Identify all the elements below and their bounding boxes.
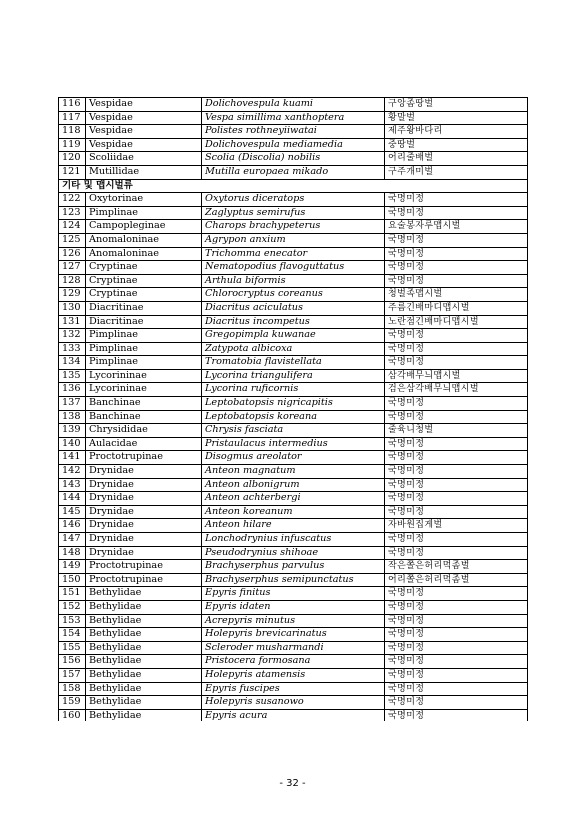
- korean-name: 삼각배무늬맵시벌: [385, 369, 528, 383]
- row-number: 145: [59, 505, 86, 519]
- korean-name: 제주왕바다리: [385, 125, 528, 139]
- table-row: [59, 369, 528, 383]
- korean-name: 국명미정: [385, 587, 528, 601]
- table-row: [59, 152, 528, 166]
- scientific-name: Leptobatopsis koreana: [202, 410, 385, 424]
- row-number: 137: [59, 397, 86, 411]
- scientific-name: Brachyserphus parvulus: [202, 560, 385, 574]
- family-name: Banchinae: [86, 397, 202, 411]
- table-row: [59, 600, 528, 614]
- row-number: 116: [59, 98, 86, 112]
- row-number: 122: [59, 193, 86, 207]
- scientific-name: Chrysis fasciata: [202, 424, 385, 438]
- korean-name: 국명미정: [385, 628, 528, 642]
- table-row: [59, 614, 528, 628]
- table-row: [59, 560, 528, 574]
- scientific-name: Holepyris brevicarinatus: [202, 628, 385, 642]
- table-row: [59, 397, 528, 411]
- family-name: Proctotrupinae: [86, 451, 202, 465]
- korean-name: 구앙좀땅벌: [385, 98, 528, 112]
- korean-name: 어리줄배벌: [385, 152, 528, 166]
- korean-name: 국명미정: [385, 274, 528, 288]
- scientific-name: Epyris idaten: [202, 600, 385, 614]
- table-row: [59, 410, 528, 424]
- row-number: 140: [59, 437, 86, 451]
- row-number: 136: [59, 383, 86, 397]
- korean-name: 중땅벌: [385, 138, 528, 152]
- scientific-name: Scolia (Discolia) nobilis: [202, 152, 385, 166]
- korean-name: 국명미정: [385, 641, 528, 655]
- korean-name: 노란점긴배마디맵시벌: [385, 315, 528, 329]
- korean-name: 국명미정: [385, 410, 528, 424]
- korean-name: 주름긴배마디맵시벌: [385, 301, 528, 315]
- row-number: 142: [59, 465, 86, 479]
- korean-name: 국명미정: [385, 505, 528, 519]
- table-row: [59, 383, 528, 397]
- family-name: Diacritinae: [86, 301, 202, 315]
- scientific-name: Brachyserphus semipunctatus: [202, 573, 385, 587]
- table-row: [59, 125, 528, 139]
- table-row: [59, 696, 528, 710]
- korean-name: 국명미정: [385, 397, 528, 411]
- table-row: [59, 247, 528, 261]
- korean-name: 청벌족맵시벌: [385, 288, 528, 302]
- scientific-name: Epyris finitus: [202, 587, 385, 601]
- family-name: Bethylidae: [86, 628, 202, 642]
- scientific-name: Trichomma enecator: [202, 247, 385, 261]
- row-number: 149: [59, 560, 86, 574]
- family-name: Bethylidae: [86, 655, 202, 669]
- scientific-name: Scleroder musharmandi: [202, 641, 385, 655]
- row-number: 159: [59, 696, 86, 710]
- family-name: Bethylidae: [86, 641, 202, 655]
- table-row: [59, 261, 528, 275]
- row-number: 120: [59, 152, 86, 166]
- table-row: [59, 138, 528, 152]
- korean-name: 어리쫄은허리먹좀벌: [385, 573, 528, 587]
- family-name: Anomaloninae: [86, 233, 202, 247]
- family-name: Diacritinae: [86, 315, 202, 329]
- korean-name: 줄육니청벌: [385, 424, 528, 438]
- species-table-container: [58, 97, 528, 721]
- table-row: [59, 274, 528, 288]
- family-name: Bethylidae: [86, 600, 202, 614]
- table-row: [59, 315, 528, 329]
- korean-name: 국명미정: [385, 709, 528, 721]
- row-number: 124: [59, 220, 86, 234]
- table-row: [59, 587, 528, 601]
- family-name: Anomaloninae: [86, 247, 202, 261]
- scientific-name: Chlorocryptus coreanus: [202, 288, 385, 302]
- scientific-name: Diacritus incompetus: [202, 315, 385, 329]
- korean-name: 국명미정: [385, 655, 528, 669]
- row-number: 134: [59, 356, 86, 370]
- family-name: Drynidae: [86, 505, 202, 519]
- family-name: Banchinae: [86, 410, 202, 424]
- row-number: 138: [59, 410, 86, 424]
- row-number: 133: [59, 342, 86, 356]
- table-row: [59, 709, 528, 721]
- family-name: Proctotrupinae: [86, 560, 202, 574]
- korean-name: 국명미정: [385, 600, 528, 614]
- section-header-row: [59, 179, 528, 193]
- family-name: Lycorininae: [86, 383, 202, 397]
- table-row: [59, 492, 528, 506]
- scientific-name: Anteon achterbergi: [202, 492, 385, 506]
- scientific-name: Charops brachypeterus: [202, 220, 385, 234]
- species-table: [58, 97, 528, 721]
- scientific-name: Anteon koreanum: [202, 505, 385, 519]
- scientific-name: Pristaulacus intermedius: [202, 437, 385, 451]
- korean-name: 국명미정: [385, 492, 528, 506]
- korean-name: 국명미정: [385, 247, 528, 261]
- scientific-name: Acrepyris minutus: [202, 614, 385, 628]
- family-name: Drynidae: [86, 465, 202, 479]
- family-name: Campopleginae: [86, 220, 202, 234]
- row-number: 153: [59, 614, 86, 628]
- row-number: 147: [59, 533, 86, 547]
- family-name: Drynidae: [86, 533, 202, 547]
- table-row: [59, 220, 528, 234]
- row-number: 155: [59, 641, 86, 655]
- scientific-name: Leptobatopsis nigricapitis: [202, 397, 385, 411]
- row-number: 121: [59, 165, 86, 179]
- table-body-bottom: [59, 193, 528, 721]
- korean-name: 국명미정: [385, 206, 528, 220]
- scientific-name: Pristocera formosana: [202, 655, 385, 669]
- table-row: [59, 165, 528, 179]
- scientific-name: Zaglyptus semirufus: [202, 206, 385, 220]
- row-number: 152: [59, 600, 86, 614]
- row-number: 125: [59, 233, 86, 247]
- korean-name: 자바원집게벌: [385, 519, 528, 533]
- family-name: Drynidae: [86, 492, 202, 506]
- row-number: 118: [59, 125, 86, 139]
- family-name: Lycorininae: [86, 369, 202, 383]
- row-number: 123: [59, 206, 86, 220]
- family-name: Bethylidae: [86, 587, 202, 601]
- scientific-name: Zatypota albicoxa: [202, 342, 385, 356]
- table-row: [59, 356, 528, 370]
- table-row: [59, 533, 528, 547]
- korean-name: 국명미정: [385, 668, 528, 682]
- section-title: 기타 및 맵시벌류: [59, 179, 528, 193]
- row-number: 158: [59, 682, 86, 696]
- family-name: Vespidae: [86, 98, 202, 112]
- row-number: 151: [59, 587, 86, 601]
- row-number: 144: [59, 492, 86, 506]
- row-number: 129: [59, 288, 86, 302]
- korean-name: 국명미정: [385, 533, 528, 547]
- scientific-name: Agrypon anxium: [202, 233, 385, 247]
- scientific-name: Lycorina ruficornis: [202, 383, 385, 397]
- row-number: 132: [59, 329, 86, 343]
- family-name: Pimplinae: [86, 329, 202, 343]
- scientific-name: Anteon albonigrum: [202, 478, 385, 492]
- korean-name: 국명미정: [385, 465, 528, 479]
- korean-name: 국명미정: [385, 451, 528, 465]
- table-row: [59, 342, 528, 356]
- row-number: 119: [59, 138, 86, 152]
- korean-name: 국명미정: [385, 682, 528, 696]
- korean-name: 국명미정: [385, 614, 528, 628]
- family-name: Bethylidae: [86, 682, 202, 696]
- scientific-name: Anteon hilare: [202, 519, 385, 533]
- table-row: [59, 655, 528, 669]
- family-name: Chrysididae: [86, 424, 202, 438]
- table-row: [59, 437, 528, 451]
- scientific-name: Disogmus areolator: [202, 451, 385, 465]
- row-number: 154: [59, 628, 86, 642]
- korean-name: 국명미정: [385, 233, 528, 247]
- family-name: Cryptinae: [86, 274, 202, 288]
- family-name: Bethylidae: [86, 696, 202, 710]
- row-number: 131: [59, 315, 86, 329]
- row-number: 126: [59, 247, 86, 261]
- row-number: 117: [59, 111, 86, 125]
- family-name: Drynidae: [86, 546, 202, 560]
- family-name: Bethylidae: [86, 614, 202, 628]
- row-number: 128: [59, 274, 86, 288]
- row-number: 141: [59, 451, 86, 465]
- scientific-name: Nematopodius flavoguttatus: [202, 261, 385, 275]
- family-name: Bethylidae: [86, 668, 202, 682]
- table-row: [59, 573, 528, 587]
- scientific-name: Pseudodrynius shihoae: [202, 546, 385, 560]
- table-row: [59, 628, 528, 642]
- table-row: [59, 505, 528, 519]
- korean-name: 황말벌: [385, 111, 528, 125]
- family-name: Drynidae: [86, 478, 202, 492]
- row-number: 157: [59, 668, 86, 682]
- row-number: 143: [59, 478, 86, 492]
- scientific-name: Holepyris atamensis: [202, 668, 385, 682]
- table-row: [59, 288, 528, 302]
- scientific-name: Epyris acura: [202, 709, 385, 721]
- row-number: 139: [59, 424, 86, 438]
- scientific-name: Mutilla europaea mikado: [202, 165, 385, 179]
- table-row: [59, 546, 528, 560]
- scientific-name: Polistes rothneyiiwatai: [202, 125, 385, 139]
- scientific-name: Dolichovespula mediamedia: [202, 138, 385, 152]
- row-number: 127: [59, 261, 86, 275]
- row-number: 160: [59, 709, 86, 721]
- korean-name: 국명미정: [385, 546, 528, 560]
- scientific-name: Tromatobia flavistellata: [202, 356, 385, 370]
- table-row: [59, 329, 528, 343]
- korean-name: 국명미정: [385, 437, 528, 451]
- family-name: Cryptinae: [86, 261, 202, 275]
- scientific-name: Dolichovespula kuami: [202, 98, 385, 112]
- korean-name: 구주개미벌: [385, 165, 528, 179]
- family-name: Oxytorinae: [86, 193, 202, 207]
- family-name: Bethylidae: [86, 709, 202, 721]
- korean-name: 작은쫄은허리먹좀벌: [385, 560, 528, 574]
- table-row: [59, 668, 528, 682]
- family-name: Aulacidae: [86, 437, 202, 451]
- row-number: 135: [59, 369, 86, 383]
- korean-name: 요술봉자루맵시벌: [385, 220, 528, 234]
- scientific-name: Holepyris susanowo: [202, 696, 385, 710]
- row-number: 130: [59, 301, 86, 315]
- table-row: [59, 641, 528, 655]
- family-name: Vespidae: [86, 111, 202, 125]
- row-number: 156: [59, 655, 86, 669]
- korean-name: 국명미정: [385, 193, 528, 207]
- korean-name: 국명미정: [385, 261, 528, 275]
- table-body-top: [59, 98, 528, 180]
- table-row: [59, 193, 528, 207]
- korean-name: 국명미정: [385, 342, 528, 356]
- page-number: - 32 -: [279, 778, 306, 789]
- family-name: Vespidae: [86, 138, 202, 152]
- scientific-name: Diacritus aciculatus: [202, 301, 385, 315]
- scientific-name: Arthula biformis: [202, 274, 385, 288]
- scientific-name: Vespa simillima xanthoptera: [202, 111, 385, 125]
- row-number: 146: [59, 519, 86, 533]
- table-row: [59, 424, 528, 438]
- family-name: Scoliidae: [86, 152, 202, 166]
- table-row: [59, 682, 528, 696]
- family-name: Cryptinae: [86, 288, 202, 302]
- family-name: Mutillidae: [86, 165, 202, 179]
- scientific-name: Oxytorus diceratops: [202, 193, 385, 207]
- scientific-name: Lycorina triangulifera: [202, 369, 385, 383]
- table-row: [59, 206, 528, 220]
- family-name: Drynidae: [86, 519, 202, 533]
- scientific-name: Anteon magnatum: [202, 465, 385, 479]
- family-name: Proctotrupinae: [86, 573, 202, 587]
- family-name: Pimplinae: [86, 356, 202, 370]
- table-row: [59, 451, 528, 465]
- row-number: 150: [59, 573, 86, 587]
- korean-name: 검은삼각배무늬맵시벌: [385, 383, 528, 397]
- table-row: [59, 111, 528, 125]
- table-body-section: [59, 179, 528, 193]
- korean-name: 국명미정: [385, 696, 528, 710]
- table-row: [59, 465, 528, 479]
- table-row: [59, 478, 528, 492]
- table-row: [59, 233, 528, 247]
- scientific-name: Epyris fuscipes: [202, 682, 385, 696]
- family-name: Pimplinae: [86, 342, 202, 356]
- row-number: 148: [59, 546, 86, 560]
- scientific-name: Gregopimpla kuwanae: [202, 329, 385, 343]
- korean-name: 국명미정: [385, 329, 528, 343]
- table-row: [59, 519, 528, 533]
- scientific-name: Lonchodrynius infuscatus: [202, 533, 385, 547]
- family-name: Pimplinae: [86, 206, 202, 220]
- korean-name: 국명미정: [385, 478, 528, 492]
- family-name: Vespidae: [86, 125, 202, 139]
- korean-name: 국명미정: [385, 356, 528, 370]
- table-row: [59, 98, 528, 112]
- table-row: [59, 301, 528, 315]
